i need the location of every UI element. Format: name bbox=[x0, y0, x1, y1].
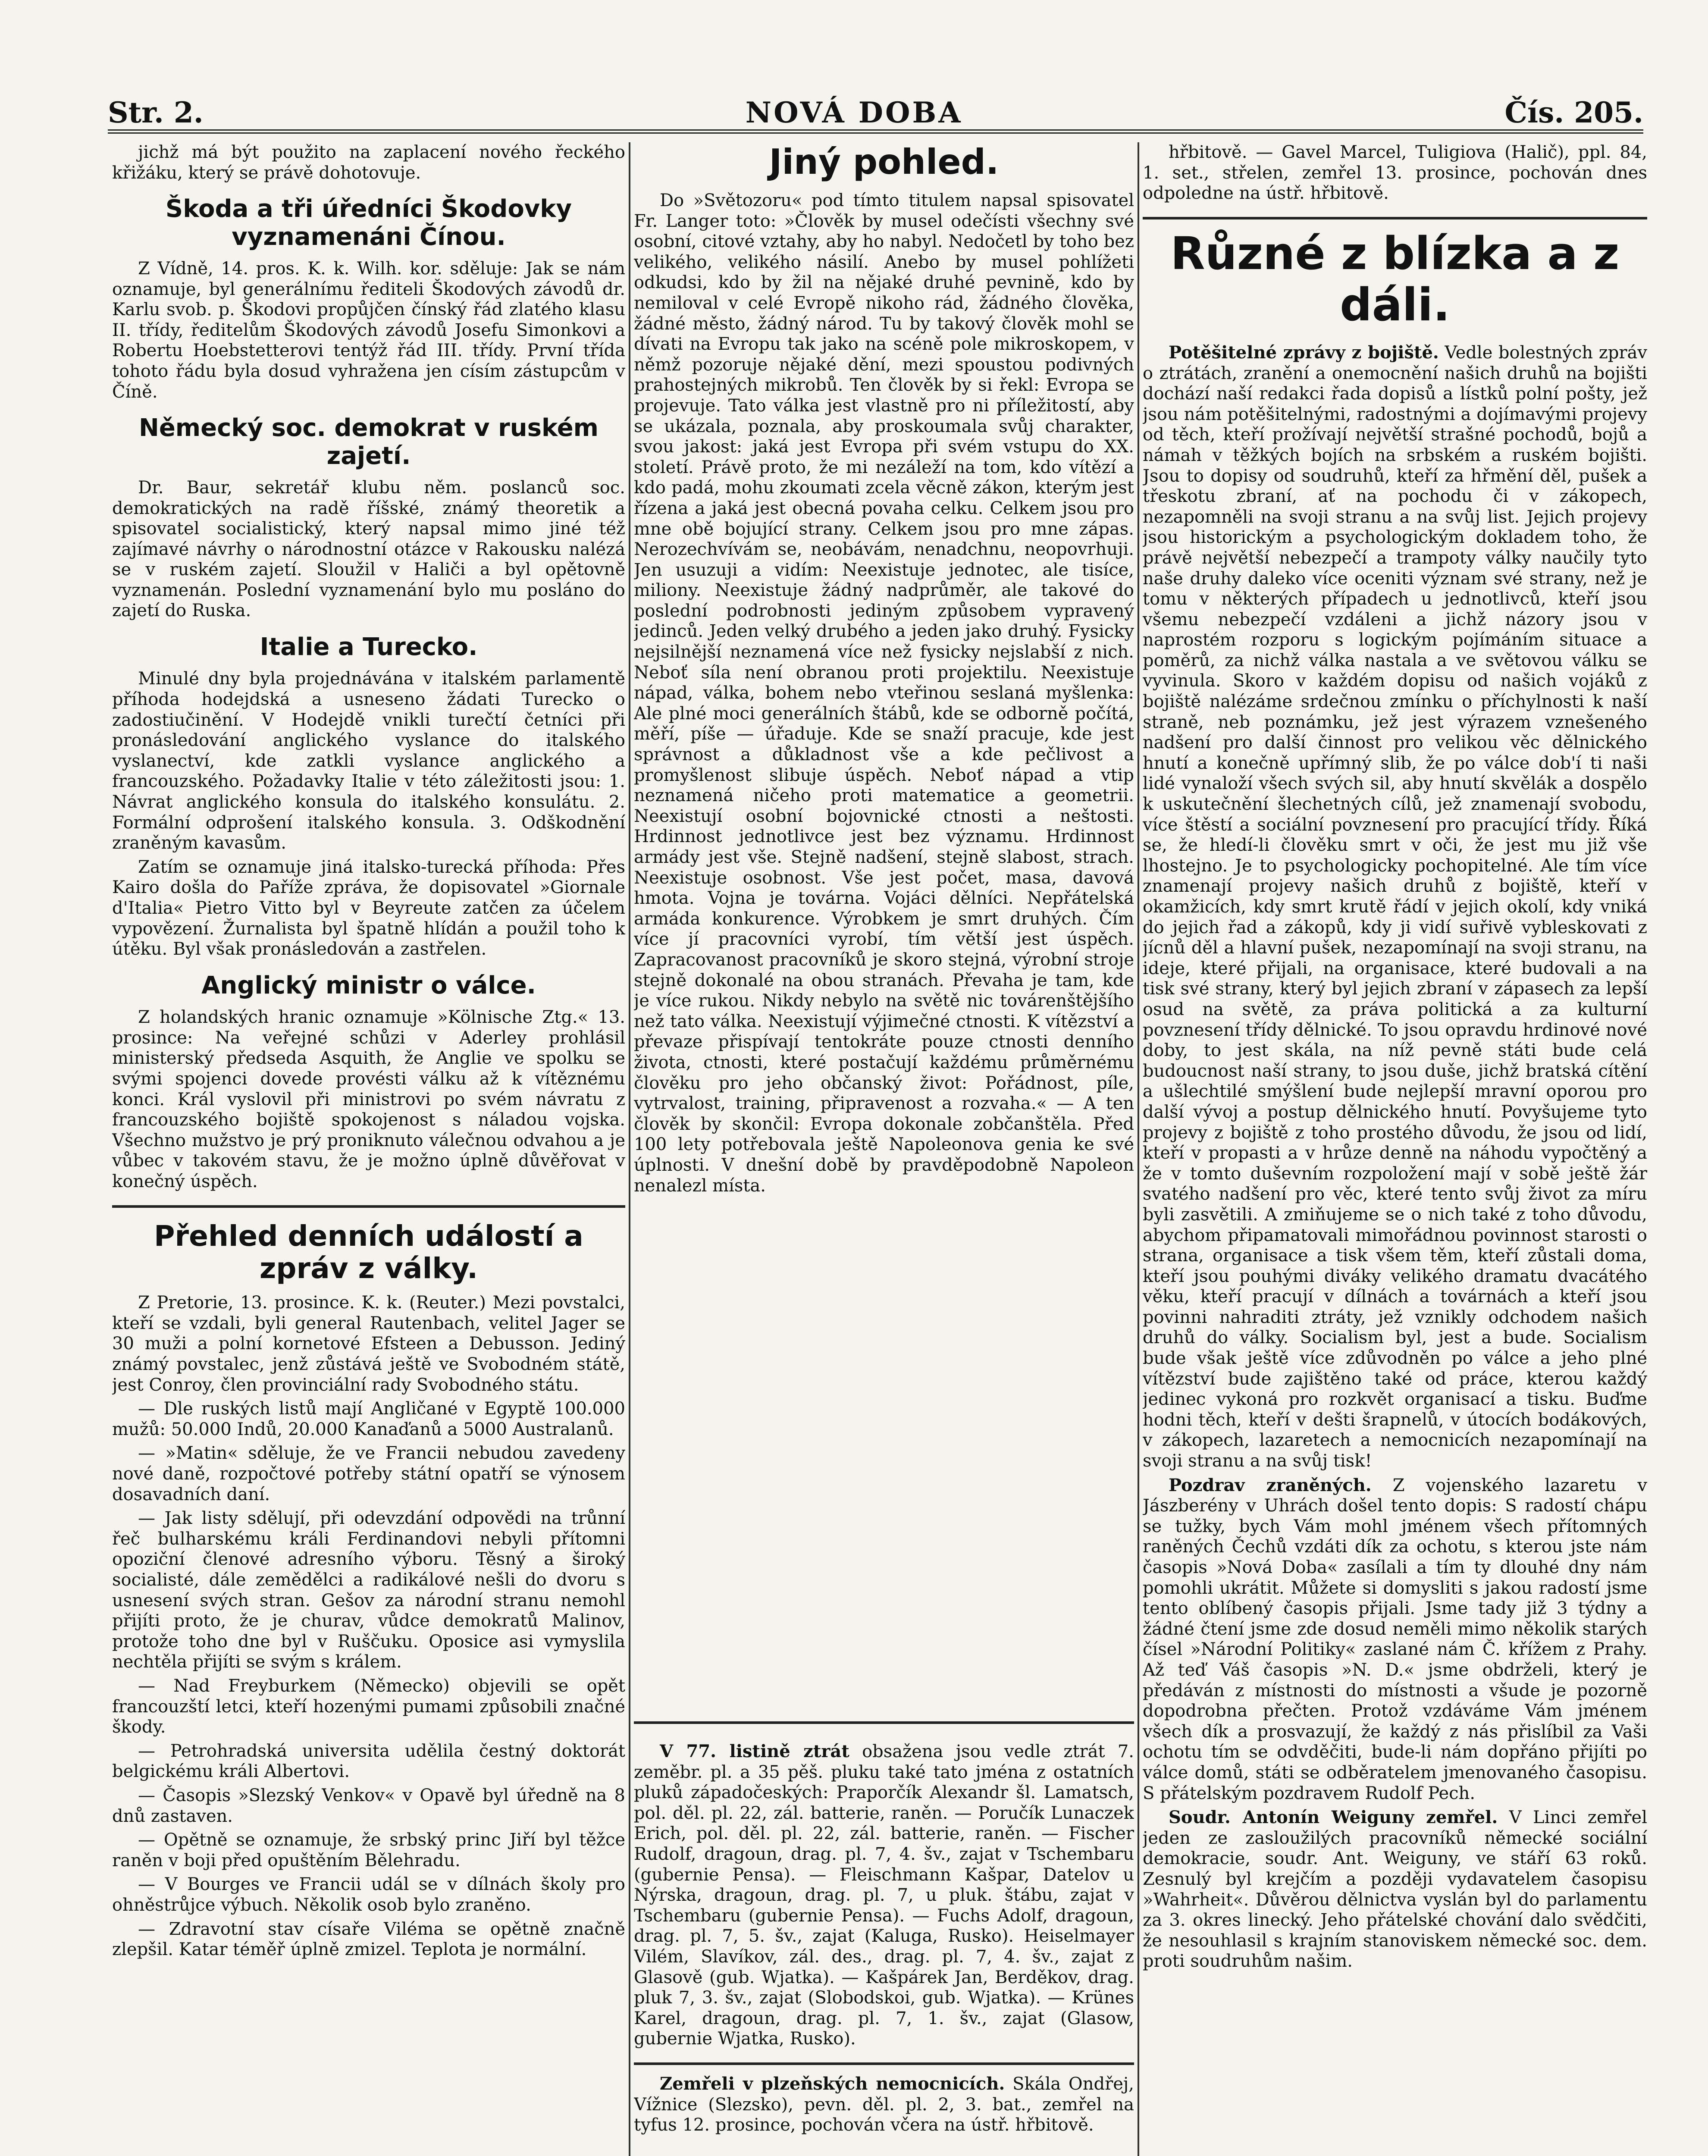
news-item: — Časopis »Slezský Venkov« v Opavě byl úředně na 8 dnů zastaven. bbox=[112, 1785, 625, 1826]
casualty-list-text: obsažena jsou vedle ztrát 7. zeměbr. pl. a 35 pěš. pluku také tato jména z ostatních pluků západočeských: Praporčík Alexandr šl. Lamatsch, pol. děl. pl. 22, zál. batterie, raněn. — Poručík Lunaczek Erich, pol. děl. pl. 22, zál. batterie, raněn. — Fischer Rudolf, dragoun, drag. pl. 7, 4. šv., zajat v Tschembaru (gubernie Pensa). — Fleischmann Kašpar, Datelov u Nýrska, dragoun, drag. pl. 7, u pluk. štábu, zajat v Tschembaru (gubernie Pensa). — Fuchs Adolf, dragoun, drag. pl. 7, 5. šv., zajat (Kaluga, Rusko). Heiselmayer Vilém, Slavíkov, zál. des., drag. pl. 7, 4. šv., zajat z Glasově (gub. Wjatka). — Kašpárek Jan, Berděkov, drag. pluk 7, 3. šv., zajat (Slobodskoi, gub. Wjatka). — Krünes Karel, dragoun, drag. pl. 7, 1. šv., zajat (Glasow, gubernie Wjatka, Rusko). bbox=[634, 1742, 1134, 2049]
newspaper-title: NOVÁ DOBA bbox=[745, 96, 963, 129]
news-item: — Jak listy sdělují, při odevzdání odpovědi na trůnní řeč bulharskému králi Ferdinandovi nebyli přítomni opoziční členové adresního výboru. Těsný a široký socialisté, dále zemědělci a radikálové nešli do dvoru s usnesení svých stran. Gešov za národní stranu nemohl přijíti proto, že je churav, vůdce demokratů Malinov, protože toho dne byl v Ruščuku. Oposice asi vymyslila nechtěla přijíti se svým s králem. bbox=[112, 1508, 625, 1672]
article-headline: Jiný pohled. bbox=[769, 142, 999, 182]
article-headline: Anglický ministr o válce. bbox=[201, 971, 536, 1000]
news-item: — V Bourges ve Francii udál se v dílnách školy pro ohněstrůjce výbuch. Několik osob bylo zraněno. bbox=[112, 1874, 625, 1915]
empty-space bbox=[634, 1200, 1134, 1708]
article-text: Zatím se oznamuje jiná italsko-turecká příhoda: Přes Kairo došla do Paříže zpráva, že dopisovatel »Giornale d'Italia« Pietro Vitto byl v Beyreute zatčen za účelem vypovězení. Žurnalista byl špatně hlídán a použil toho k útěku. Byl však pronásledován a zastřelen. bbox=[112, 857, 625, 959]
casualty-list bbox=[634, 1741, 1134, 2049]
deaths-notice-lead: Zemřeli v plzeňských nemocnicích. bbox=[660, 2074, 1005, 2094]
section-divider bbox=[112, 1205, 625, 1208]
issue-number: Čís. 205. bbox=[1504, 96, 1643, 129]
news-item: — Dle ruských listů mají Angličané v Egyptě 100.000 mužů: 50.000 Indů, 20.000 Kanaďanů a 5000 Australanů. bbox=[112, 1399, 625, 1439]
column-2 bbox=[634, 142, 1134, 2156]
article-text: Minulé dny byla projednávána v italském parlamentě příhoda hodejdská a usneseno žádati Turecko o zadostiučinění. V Hodejdě vnikli turečtí četníci při pronásledování anglického vyslance do italského vyslanectví, kde zatkli vyslance anglického a francouzského. Požadavky Italie v této záležitosti jsou: 1. Návrat anglického konsula do italského konsulátu. 2. Formální odprošení italského konsula. 3. Odškodnění zraněným kavasům. bbox=[112, 669, 625, 853]
news-item-text: Z vojenského lazaretu v Jászberény v Uhrách došel tento dopis: S radostí chápu se tužky, bych Vám mohl jménem všech přítomných raněných Čechů vzdáti dík za ochotu, s kterou jste nám časopis »Nová Doba« zasílali a tím ty dlouhé dny nám pomohli ukrátit. Můžete si domysliti s jakou radostí jsme tento oblíbený časopis přijali. Jsme tady již 3 týdny a žádné čtení jsme zde dosud neměli mimo několik starých čísel »Národní Politiky« zaslané nám Č. křížem z Prahy. Až teď Váš časopis »N. D.« jsme obdrželi, který je předáván z místnosti do místnosti a všude je pozorně dopodrobna přečten. Protož vzdáváme Vám jménem všech dík a prosvazují, že každý z nás přislíbil za Vaši ochotu tím se odvděčiti, bude-li nám dopřáno přijíti po válce domů, státi se odběratelem jmenovaného časopisu. S přátelským pozdravem Rudolf Pech. bbox=[1143, 1475, 1647, 1803]
article-headline: Německý soc. demokrat v ruském zajetí. bbox=[138, 414, 599, 470]
section-divider bbox=[634, 1721, 1134, 1724]
news-item-lead: Soudr. Antonín Weiguny zemřel. bbox=[1169, 1807, 1498, 1828]
article-text: Z Vídně, 14. pros. K. k. Wilh. kor. sděluje: Jak se nám oznamuje, byl generálnímu řediteli Škodových závodů dr. Karlu svob. p. Škodovi propůjčen čínský řád zlatého klasu II. třídy, ředitelům Škodových závodů Josefu Simonkovi a Robertu Hoebstetterovi tentýž řád III. třídy. První třída tohoto řádu byla dosud vyhražena jen císím zástupcům v Číně. bbox=[112, 258, 625, 402]
article-continuation: hřbitově. — Gavel Marcel, Tuligiova (Halič), ppl. 84, 1. set., střelen, zemřel 13. prosince, pochován dnes odpoledne na ústř. hřbitově. bbox=[1143, 142, 1647, 204]
section-divider bbox=[1143, 217, 1647, 219]
page-header bbox=[108, 65, 1643, 134]
deaths-notice bbox=[634, 2074, 1134, 2136]
news-item-text: V Linci zemřel jeden ze zasloužilých pracovníků německé sociální demokracie, soudr. Ant. Weiguny, ve stáří 63 roků. Zesnulý byl krejčím a později vydavatelem časopisu »Wahrheit«. Důvěrou dělnictva vyslán byl do parlamentu za 3. okres linecký. Jeho přátelské chování dalo svědčiti, že nesouhlasil s krajním stanoviskem německé soc. dem. proti soudruhům našim. bbox=[1143, 1808, 1647, 1971]
casualty-list-lead: V 77. listině ztrát bbox=[660, 1741, 849, 1762]
section-headline: Různé z blízka a z dáli. bbox=[1170, 227, 1620, 332]
news-item bbox=[1143, 342, 1647, 1472]
column-3 bbox=[1143, 142, 1647, 2156]
news-item: — Petrohradská universita udělila čestný doktorát belgickému králi Albertovi. bbox=[112, 1741, 625, 1782]
column-rule bbox=[629, 142, 630, 2156]
news-item: — Zdravotní stav císaře Viléma se opětně značně zlepšil. Katar téměř úplně zmizel. Teplota je normální. bbox=[112, 1919, 625, 1960]
news-list bbox=[112, 1293, 625, 1960]
news-item: — Opětně se oznamuje, že srbský princ Jiří byl těžce raněn v boji před opuštěním Bělehradu. bbox=[112, 1830, 625, 1871]
page-number: Str. 2. bbox=[108, 96, 204, 129]
column-rule bbox=[1138, 142, 1139, 2156]
column-1 bbox=[112, 142, 625, 2156]
news-item bbox=[1143, 1807, 1647, 1972]
article-text: Dr. Baur, sekretář klubu něm. poslanců soc. demokratických na radě říšské, známý theoretik a spisovatel socialistický, který napsal mimo jiné též zajímavé návrhy o národnostní otázce v Rakousku nalézá se v ruském zajetí. Sloužil v Haliči a byl opětovně vyznamenán. Poslední vyznamenání bylo mu posláno do zajetí do Ruska. bbox=[112, 477, 625, 621]
news-item: — Nad Freyburkem (Německo) objevili se opět francouzští letci, kteří hozenými pumami způsobili značné škody. bbox=[112, 1676, 625, 1737]
deaths-notice-text: Skála Ondřej, Vížnice (Slezsko), pevn. děl. pl. 2, 3. bat., zemřel na tyfus 12. prosince, pochován včera na ústř. hřbitově. bbox=[634, 2074, 1134, 2135]
news-item-text: Vedle bolestných zpráv o ztrátách, zranění a onemocnění našich druhů na bojišti dochází naší redakci řada dopisů a lístků polní pošty, jež jsou nám potěšitelnými, radostnými a dojímavými projevy od těch, kteří prožívají největší strašné pochodů, bojů a námah v těžkých bojích na srbském a ruském bojišti. Jsou to dopisy od soudruhů, kteří za hřmění děl, pušek a třeskotu zbraní, ať na pochodu či v zákopech, nezapomněli na svoji stranu a na svůj list. Jejich projevy jsou historickým a psychologickým dokladem toho, že právě největší nebezpečí a trampoty války naučily tyto naše druhy daleko více oceniti význam své strany, než je tomu v některých případech u jednotlivců, kteří jsou všemu nebezpečí vzdáleni a jichž názory jsou v naprostém rozporu s logickým pojímáním situace a poměrů, za nichž válka nastala a ve světovou válku se vyvinula. Skoro v každém dopisu od našich vojáků z bojiště nalézáme srdečnou zmínku o příchylnosti k naší straně, neb poznámku, jež jest výrazem vznešeného nadšení pro další činnost pro velikou věc dělnického hnutí a konečně upřímný slib, že po válce dob'í ti naši lidé vynaloží všech svých sil, aby hnutí skvělák a dospělo k uskutečnění šlechetných cílů, jež znamenají svobodu, více štěstí a sociální povznesení pro pracující třídy. Říká se, že hledí-li člověku smrt v oči, že jest mu již vše lhostejno. Je to psychologicky pochopitelné. Ale tím více znamenají projevy našich druhů z bojiště, kteří v okamžicích, kdy smrt krutě řádí v jejich okolí, kdy vniká do jejich řad a zákopů, kdy ji vidí suřivě vybleskovati z jícnů děl a hlavní pušek, nezapomínají na svoji stranu, na ideje, které přijali, na organisace, které budovali a na tisk své strany, který byl jejich zbraní v zápasech za lepší osud na světě, za práva politická a za kulturní povznesení třídy dělnické. To jsou opravdu hrdinové nové doby, to jest skála, na níž pevně státi bude celá budoucnost naší strany, to jsou duše, jichž bratská cítění a ušlechtilé smýšlení bude nejlepší mravní oporou pro další vývoj a postup dělnického hnutí. Povyšujeme tyto projevy z bojiště z toho prostého důvodu, že jsou od lidí, kteří v propasti a v hrůze denně na náhodu vypočtěný a že v tomto duševním rozpoložení mají v sobě ještě žár svatého nadšení pro věc, které tento svůj život za míru byli zasvětili. A zmiňujeme se o nich také z toho důvodu, abychom připamatovali mimořádnou povinnost starosti o strana, organisace a tisk všem těm, kteří zůstali doma, kteří jsou pouhými diváky velikého dramatu dvacátého věku, kteří pracují v dílnách a továrnách a kteří jsou povinni nahraditi ztráty, jež vznikly odchodem našich druhů do války. Socialism byl, jest a bude. Socialism bude však ještě více zdůvodněn po válce a jeho plné vítězství bude zajištěno také od práce, kterou každý jedinec vykoná pro rozkvět organisací a tisku. Buďme hodni těch, kteří v dešti šrapnelů, v útocích bodákových, v zákopech, lazaretech a nemocnicích nezapomínají na svoji stranu a na svůj tisk! bbox=[1143, 342, 1647, 1471]
news-item: Z Pretorie, 13. prosince. K. k. (Reuter.) Mezi povstalci, kteří se vzdali, byli general Rautenbach, velitel Jager se 30 muži a polní kornetové Efsteen a Debusson. Jediný známý povstalec, jenž zůstává ještě ve Svobodném státě, jest Conroy, člen provinciální rady Svobodného státu. bbox=[112, 1293, 625, 1395]
news-item bbox=[1143, 1475, 1647, 1804]
article-headline: Italie a Turecko. bbox=[260, 633, 478, 661]
news-item: — »Matin« sděluje, že ve Francii nebudou zavedeny nové daně, rozpočtové potřeby státní opatří se výnosem dosavadních daní. bbox=[112, 1443, 625, 1504]
news-item-lead: Potěšitelné zprávy z bojiště. bbox=[1169, 342, 1439, 363]
article-text: Z holandských hranic oznamuje »Kölnische Ztg.« 13. prosince: Na veřejné schůzi v Aderley prohlásil ministerský předseda Asquith, že Anglie ve spolku se svými spojenci dovede provésti válku až k vítěznému konci. Král vyslovil při ministrovi po svém návratu z francouzského bojiště spokojenost s náladou vojska. Všechno mužstvo je prý proniknuto válečnou odvahou a je vůbec v takovém stavu, že je možno úplně důvěřovat v konečný úspěch. bbox=[112, 1007, 625, 1191]
article-headline: Škoda a tři úředníci Škodovky vyznamenáni Čínou. bbox=[165, 195, 572, 251]
article-text: Do »Světozoru« pod tímto titulem napsal spisovatel Fr. Langer toto: »Člověk by musel odečísti všechny své osobní, citové vztahy, aby ho nabyl. Nedočetl by toho bez velikého, velikého násilí. Anebo by musel pohlížeti odkudsi, kdo by žil na nějaké druhé pevnině, kdo by nemiloval v celé Evropě nikoho rád, žádného člověka, žádné město, žádný národ. Tu by takový člověk mohl se dívati na Evropu tak jako na scéně pole mikroskopem, v němž pozoruje nějaké dění, mezi spoustou podivných prahostejných mikrobů. Ten člověk by si řekl: Evropa se projevuje. Tato válka jest vlastně pro ni příležitostí, aby se ukázala, poznala, aby proskoumala svůj charakter, svou jakost: jaká jest Evropa při svém vstupu do XX. století. Právě proto, že mi nezáleží na tom, kdo vítězí a kdo padá, mohu zkoumati zcela věcně zákon, kterým jest řízena a jaká jest obecná povaha celku. Celkem jsou pro mne obě bojující strany. Celkem jsou pro mne zápas. Nerozechvívám se, neobávám, nenadchnu, neopovrhuji. Jen usuzuji a vidím: Neexistuje jednotec, ale tisíce, miliony. Neexistuje žádný nadprůměr, ale takové do poslední podrobnosti jediným způsobem vypravený jedinců. Jeden velký drubého a jeden jako druhý. Fysicky nejsilnější neznamená více než fysicky nejslabší z nich. Neboť síla není obranou proti projektilu. Neexistuje nápad, válka, bohem nebo vteřinou seslaná myšlenka: Ale plné moci generálních štábů, kde se odborně počítá, měří, píše — úřaduje. Kde se snaží pracuje, kde jest správnost a důkladnost vše a kde pečlivost a promyšlenost slibuje úspěch. Neboť nápad a vtip neznamená ničeho proti matematice a geometrii. Neexistují osobní bojovnické ctnosti a neštosti. Hrdinnost jednotlivce jest bez významu. Hrdinnost armády jest vše. Stejně nadšení, stejně slabost, strach. Neexistuje osobnost. Vše jest počet, masa, davová hmota. Vojna je továrna. Vojáci dělníci. Nepřátelská armáda konkurence. Výrobkem je smrt druhých. Čím více jí pracovníci vyrobí, tím větší jest úspěch. Zapracovanost pracovníků je skoro stejná, výrobní stroje stejně dokonalé na obou stranách. Převaha je tam, kde je více rukou. Nikdy nebylo na světě nic továrenštějšího než tato válka. Neexistují výjimečné ctnosti. K vítězství a převaze přispívají tentokráte pouze ctnosti denního života, ctnosti, které postačují každému průměrnému člověku pro jeho občanský život: Pořádnost, píle, vytrvalost, training, připravenost a rozvaha.« — A ten člověk by skončil: Evropa dokonale zobčanštěla. Před 100 lety potřebovala ještě Napoleonova genia ke své úplnosti. V dnešní době by pravděpodobně Napoleon nenalezl místa. bbox=[634, 191, 1134, 1196]
section-headline: Přehled denních událostí a zpráv z války. bbox=[154, 1219, 583, 1285]
section-divider bbox=[634, 2062, 1134, 2065]
article-continuation: jichž má být použito na zaplacení nového řeckého křižáku, který se právě dohotovuje. bbox=[112, 142, 625, 183]
news-item-lead: Pozdrav zraněných. bbox=[1169, 1475, 1372, 1495]
